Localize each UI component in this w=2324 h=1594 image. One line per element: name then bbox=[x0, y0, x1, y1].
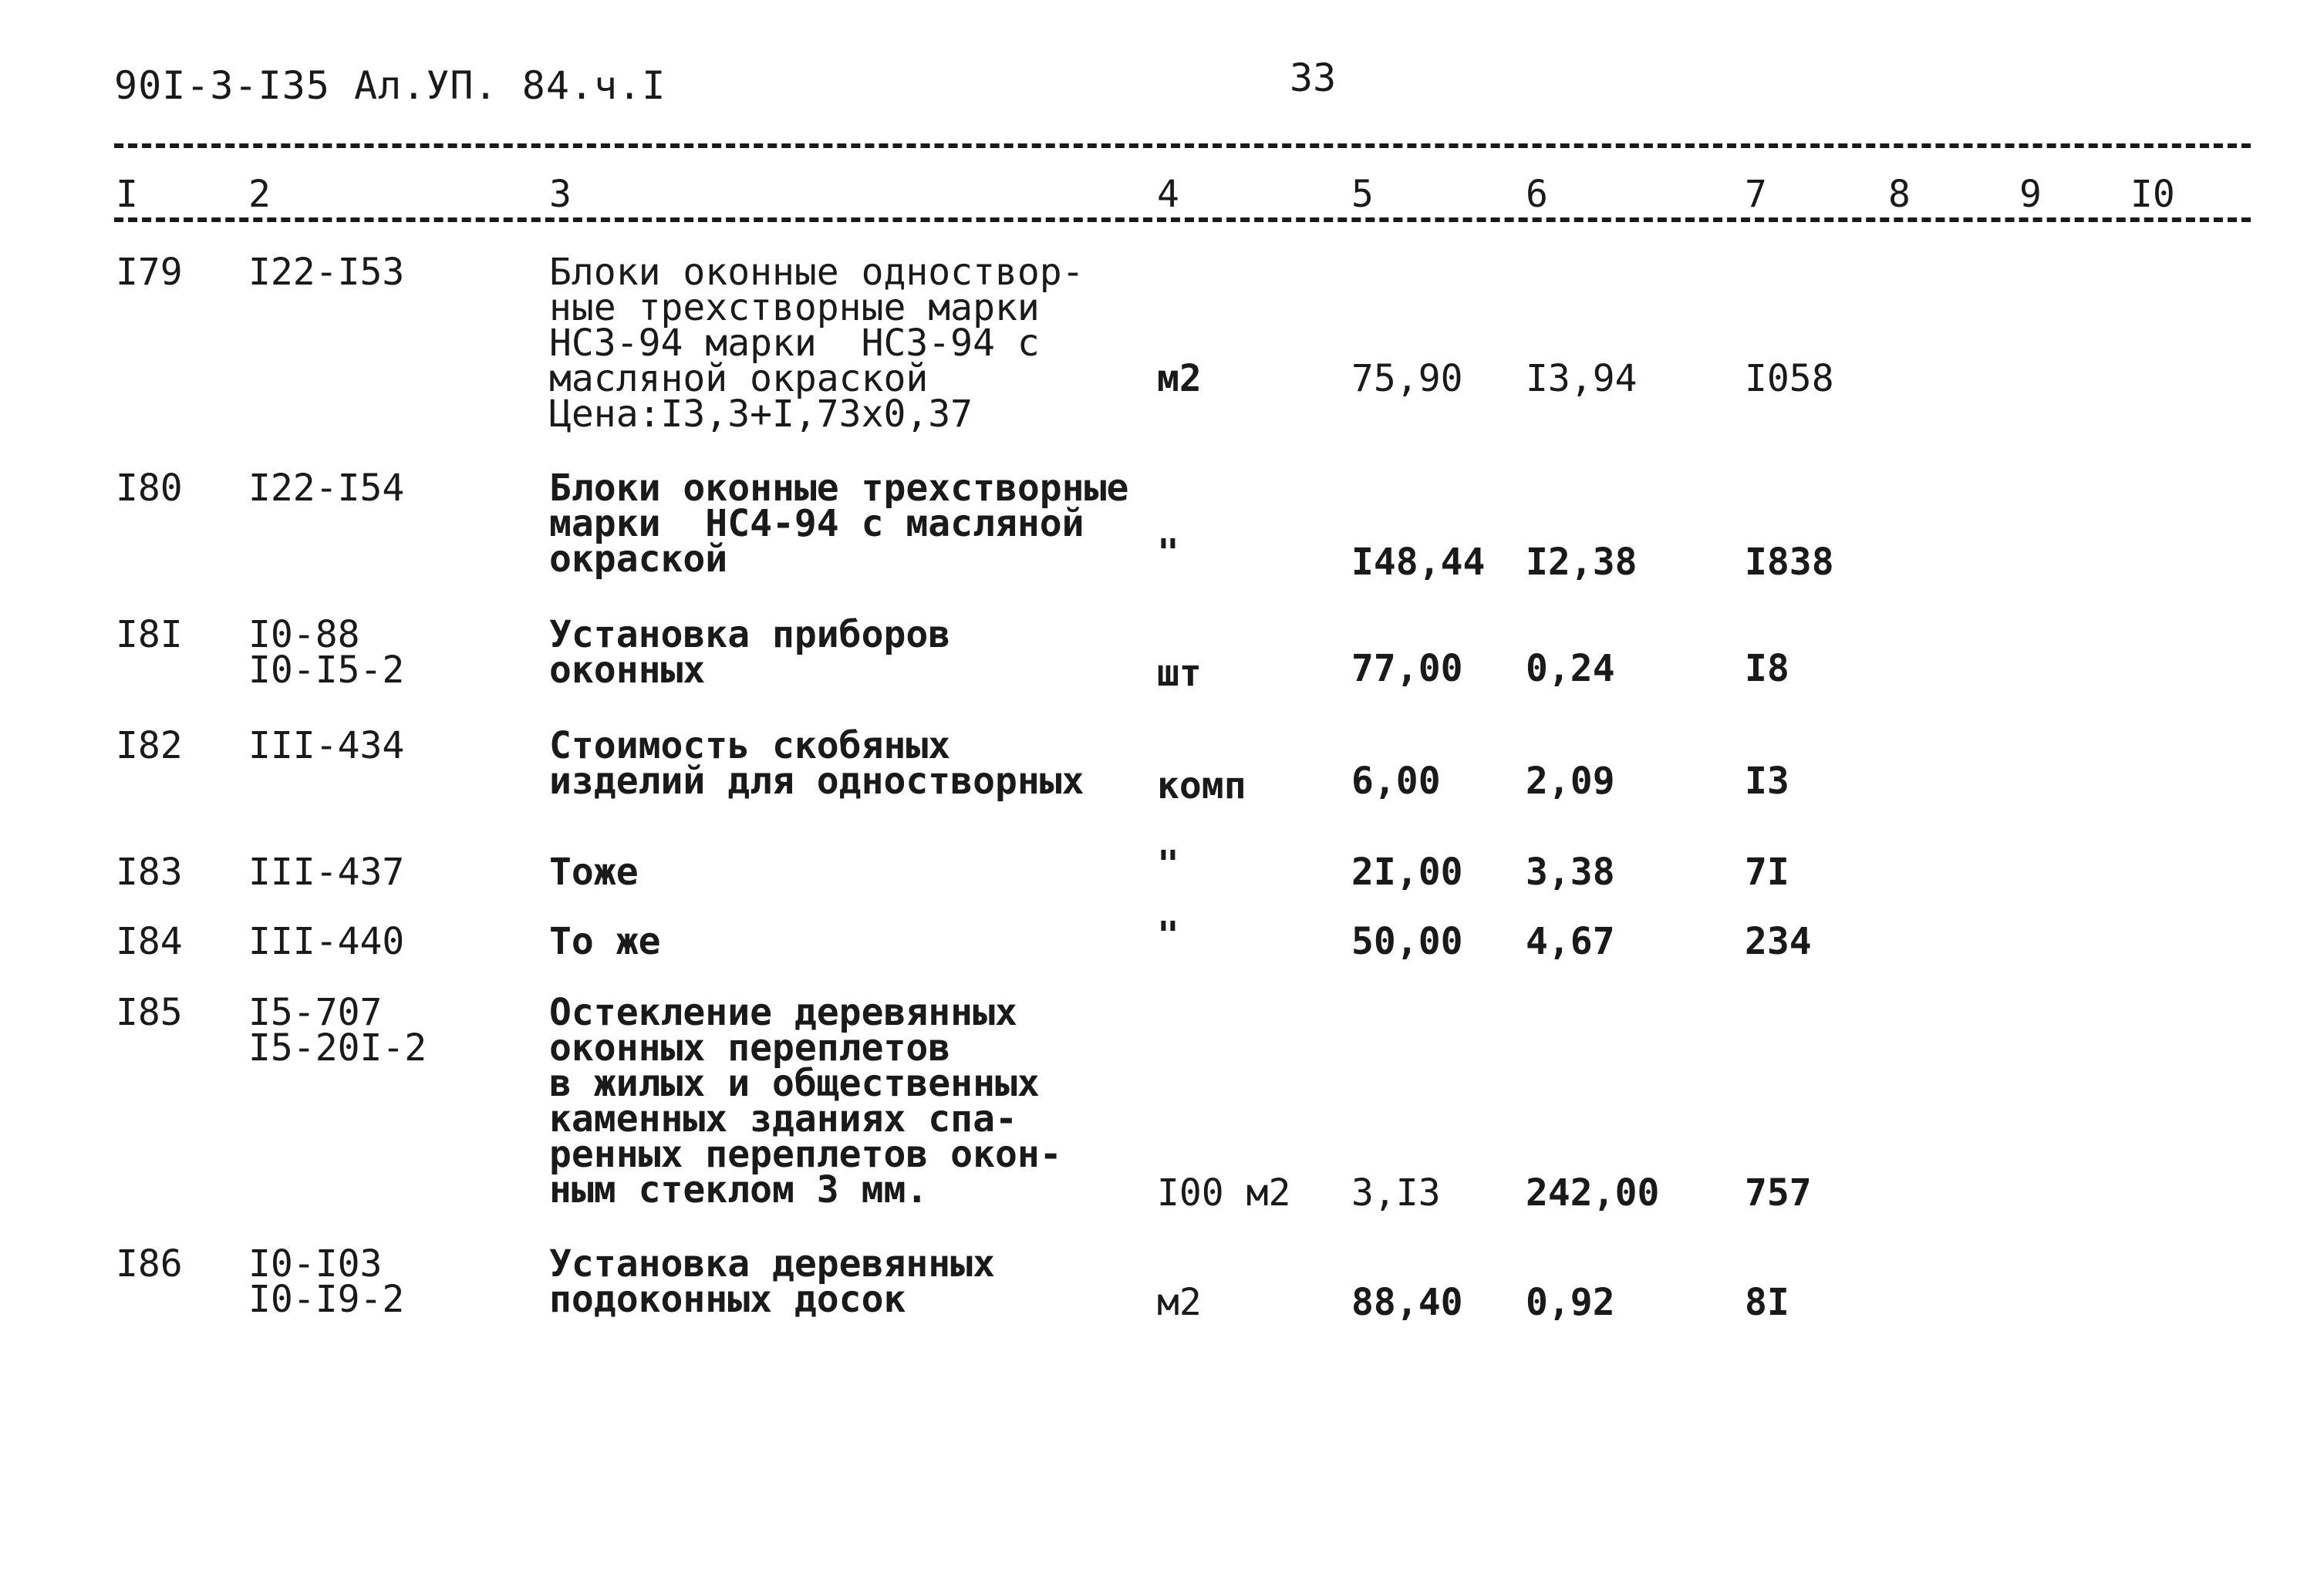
column-number: 6 bbox=[1526, 173, 1548, 216]
unit: м2 bbox=[1157, 1281, 1202, 1324]
norm-code: I0-I5-2 bbox=[248, 649, 405, 692]
norm-code: I5-707 bbox=[248, 991, 383, 1034]
unit: " bbox=[1157, 531, 1179, 575]
norm-code: I5-20I-2 bbox=[248, 1026, 427, 1070]
quantity: 6,00 bbox=[1351, 760, 1441, 803]
norm-code: I0-88 bbox=[248, 613, 360, 656]
row-description-line: каменных зданиях спа- bbox=[549, 1097, 1017, 1141]
quantity: 50,00 bbox=[1351, 920, 1463, 963]
row-description-line: ным стеклом 3 мм. bbox=[549, 1168, 929, 1212]
column-number: 9 bbox=[2019, 173, 2042, 216]
row-description-line: НС3-94 марки НС3-94 с bbox=[549, 322, 1040, 365]
norm-code: III-437 bbox=[248, 851, 405, 894]
quantity: I48,44 bbox=[1351, 541, 1486, 584]
unit: " bbox=[1157, 914, 1179, 957]
document-code: 90I-3-I35 Ал.УП. 84.ч.I bbox=[114, 63, 666, 108]
row-description-line: Установка приборов bbox=[549, 613, 951, 656]
unit: I00 м2 bbox=[1157, 1171, 1291, 1215]
unit: " bbox=[1157, 843, 1179, 886]
column-number: 4 bbox=[1157, 173, 1179, 216]
norm-code: I0-I9-2 bbox=[248, 1278, 405, 1321]
unit-price: 242,00 bbox=[1526, 1171, 1660, 1215]
row-number: I85 bbox=[116, 991, 183, 1034]
row-number: I82 bbox=[116, 724, 183, 767]
page-number: 33 bbox=[1290, 56, 1337, 100]
total: 7I bbox=[1745, 851, 1789, 894]
column-number: 8 bbox=[1888, 173, 1911, 216]
norm-code: I22-I54 bbox=[248, 467, 405, 510]
header-dashed-rule bbox=[114, 217, 2251, 222]
quantity: 77,00 bbox=[1351, 647, 1463, 690]
row-number: I86 bbox=[116, 1242, 183, 1286]
row-description-line: оконных bbox=[549, 649, 706, 692]
quantity: 3,I3 bbox=[1351, 1171, 1441, 1215]
quantity: 88,40 bbox=[1351, 1281, 1463, 1324]
total: I8 bbox=[1745, 647, 1789, 690]
unit: комп bbox=[1157, 764, 1246, 807]
row-description-line: масляной окраской bbox=[549, 357, 929, 400]
unit: м2 bbox=[1157, 357, 1202, 400]
total: I838 bbox=[1745, 541, 1834, 584]
norm-code: III-434 bbox=[248, 724, 405, 767]
row-description-line: Остекление деревянных bbox=[549, 991, 1017, 1034]
row-number: I84 bbox=[116, 920, 183, 963]
row-number: I80 bbox=[116, 467, 183, 510]
total: 757 bbox=[1745, 1171, 1812, 1215]
row-description-line: Установка деревянных bbox=[549, 1242, 995, 1286]
norm-code: I0-I03 bbox=[248, 1242, 383, 1286]
row-number: I79 bbox=[116, 251, 183, 294]
column-number: 7 bbox=[1745, 173, 1767, 216]
column-number: 2 bbox=[248, 173, 271, 216]
column-number: 3 bbox=[549, 173, 572, 216]
row-number: I83 bbox=[116, 851, 183, 894]
row-description-line: Блоки оконные одноствор- bbox=[549, 251, 1084, 294]
unit-price: 3,38 bbox=[1526, 851, 1615, 894]
row-description-line: подоконных досок bbox=[549, 1278, 906, 1321]
total: I3 bbox=[1745, 760, 1789, 803]
row-description-line: То же bbox=[549, 920, 661, 963]
quantity: 2I,00 bbox=[1351, 851, 1463, 894]
norm-code: I22-I53 bbox=[248, 251, 405, 294]
column-number: I bbox=[116, 173, 138, 216]
row-description-line: оконных переплетов bbox=[549, 1026, 951, 1070]
unit: шт bbox=[1157, 652, 1202, 695]
row-number: I8I bbox=[116, 613, 183, 656]
row-description-line: ренных переплетов окон- bbox=[549, 1133, 1062, 1176]
row-description-line: ные трехстворные марки bbox=[549, 286, 1040, 329]
column-number: 5 bbox=[1351, 173, 1374, 216]
unit-price: I3,94 bbox=[1526, 357, 1638, 400]
unit-price: 0,24 bbox=[1526, 647, 1615, 690]
row-description-line: изделий для одностворных bbox=[549, 760, 1084, 803]
total: 234 bbox=[1745, 920, 1812, 963]
row-description-line: Цена:I3,3+I,73х0,37 bbox=[549, 393, 973, 436]
top-dashed-rule bbox=[114, 143, 2251, 148]
row-description-line: Блоки оконные трехстворные bbox=[549, 467, 1129, 510]
quantity: 75,90 bbox=[1351, 357, 1463, 400]
row-description-line: марки НС4-94 с масляной bbox=[549, 502, 1084, 545]
row-description-line: Тоже bbox=[549, 851, 639, 894]
row-description-line: в жилых и общественных bbox=[549, 1062, 1040, 1105]
norm-code: III-440 bbox=[248, 920, 405, 963]
unit-price: 4,67 bbox=[1526, 920, 1615, 963]
total: I058 bbox=[1745, 357, 1834, 400]
row-description-line: окраской bbox=[549, 538, 728, 581]
row-description-line: Стоимость скобяных bbox=[549, 724, 951, 767]
total: 8I bbox=[1745, 1281, 1789, 1324]
unit-price: 0,92 bbox=[1526, 1281, 1615, 1324]
unit-price: 2,09 bbox=[1526, 760, 1615, 803]
unit-price: I2,38 bbox=[1526, 541, 1638, 584]
column-number: I0 bbox=[2130, 173, 2175, 216]
